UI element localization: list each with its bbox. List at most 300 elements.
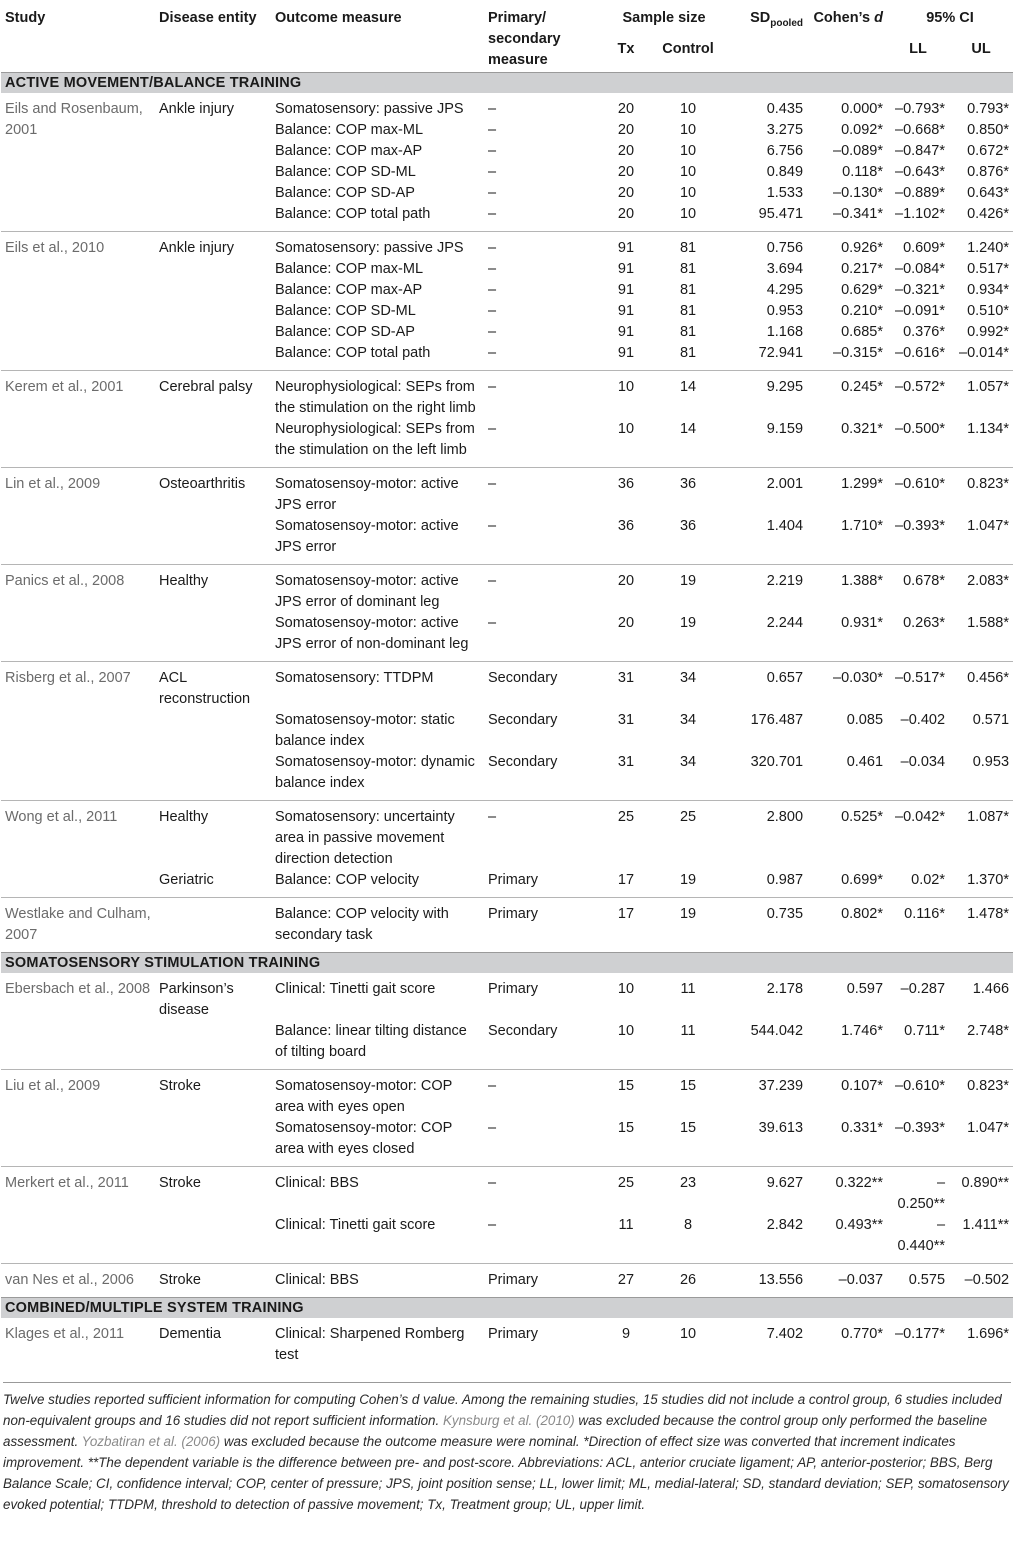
- cell-tx: 10: [617, 981, 635, 997]
- cell-tx: 91: [617, 261, 635, 277]
- cell-disease: Stroke: [155, 1167, 271, 1216]
- footnote-part-2: was excluded because the control group only performed the baseline assessment.: [3, 1413, 988, 1449]
- cell-sd-pooled: 3.275: [766, 122, 804, 138]
- cell-tx: 20: [617, 206, 635, 222]
- cell-sd-pooled: 3.694: [766, 261, 804, 277]
- cell-ul: 1.588*: [967, 615, 1010, 631]
- cell-cohens-d: 0.321*: [841, 421, 884, 437]
- cell-outcome: Somatosensoy-motor: active JPS error of non-dominant leg: [275, 615, 469, 652]
- table-row: [1, 662, 1013, 711]
- cell-tx: 31: [617, 754, 635, 770]
- cell-primary: –: [484, 1167, 602, 1216]
- cell-primary: Primary: [488, 1326, 538, 1342]
- cell-ll: –0.034: [900, 754, 946, 770]
- cell-sd-pooled: 0.849: [766, 164, 804, 180]
- cell-tx: 91: [617, 345, 635, 361]
- cell-ll: –0.440**: [897, 1217, 946, 1254]
- cell-cohens-d: 1.710*: [841, 518, 884, 534]
- cell-sd-pooled: 320.701: [750, 754, 804, 770]
- cell-tx: 20: [617, 615, 635, 631]
- cell-ul: 1.134*: [967, 421, 1010, 437]
- cell-tx: 20: [602, 565, 650, 614]
- cell-ul: 0.823*: [949, 1070, 1013, 1119]
- cell-ul: 1.370*: [967, 872, 1010, 888]
- cell-ll: –0.517*: [887, 662, 949, 711]
- cohen-label: Cohen’s: [813, 10, 875, 26]
- cell-control: 10: [679, 1326, 697, 1342]
- cell-cohens-d: 0.118*: [842, 164, 884, 180]
- cell-tx: 11: [618, 1217, 634, 1233]
- table-body: [1, 73, 1013, 1373]
- section-header-row: [1, 73, 1013, 94]
- cell-cohens-d: 0.629*: [841, 282, 884, 298]
- cell-control: 10: [679, 122, 697, 138]
- cell-outcome: Somatosensoy-motor: static balance index: [275, 712, 455, 749]
- cell-disease: Ankle injury: [159, 101, 234, 117]
- cell-tx: 91: [602, 232, 650, 260]
- cell-primary: –: [484, 801, 602, 871]
- col-disease: Disease entity: [155, 0, 271, 73]
- cell-outcome: Balance: COP SD-AP: [275, 185, 415, 201]
- cell-sd-pooled: 1.404: [766, 518, 804, 534]
- cell-tx: 17: [617, 872, 635, 888]
- cell-sd-pooled: 2.244: [766, 615, 804, 631]
- cell-ul: 0.672*: [967, 143, 1010, 159]
- cell-primary: –: [484, 232, 602, 260]
- cell-primary: –: [488, 615, 497, 631]
- cell-cohens-d: 0.931*: [841, 615, 884, 631]
- footnote-link-kynsburg[interactable]: Kynsburg et al. (2010): [442, 1413, 575, 1428]
- cell-sd-pooled: 37.239: [726, 1070, 807, 1119]
- cell-tx: 91: [617, 282, 635, 298]
- cell-outcome: Somatosensoy-motor: active JPS error: [271, 468, 484, 517]
- table-footnote: [3, 1382, 1011, 1515]
- col-control: Control: [650, 29, 726, 73]
- table-row: [1, 898, 1013, 953]
- col-ci: [887, 0, 1013, 29]
- cell-outcome: Balance: COP total path: [275, 206, 431, 222]
- cell-ll: 0.711*: [904, 1023, 946, 1039]
- cell-outcome: Balance: COP max-ML: [275, 261, 424, 277]
- cell-ul: 1.240*: [949, 232, 1013, 260]
- cell-disease: [155, 301, 271, 322]
- cell-primary: Primary: [488, 872, 538, 888]
- cell-primary: Secondary: [488, 1023, 558, 1039]
- table-row: [1, 1318, 1013, 1372]
- cell-cohens-d: 0.331*: [841, 1120, 884, 1136]
- cell-tx: 20: [617, 164, 635, 180]
- cell-ll: –0.250**: [887, 1167, 949, 1216]
- cell-study[interactable]: Wong et al., 2011: [1, 801, 155, 898]
- cell-ll: 0.116*: [887, 898, 949, 953]
- cell-primary: –: [484, 371, 602, 420]
- cell-tx: 10: [602, 371, 650, 420]
- cell-sd-pooled: 0.953: [766, 303, 804, 319]
- cell-ll: –0.084*: [895, 261, 946, 277]
- cell-tx: 20: [617, 122, 635, 138]
- cell-ll: –0.321*: [895, 282, 946, 298]
- cell-tx: 91: [617, 324, 635, 340]
- cell-control: 8: [683, 1217, 693, 1233]
- cell-cohens-d: 0.210*: [841, 303, 884, 319]
- cell-outcome: Somatosensoy-motor: active JPS error of dominant leg: [271, 565, 484, 614]
- cell-primary: –: [488, 206, 497, 222]
- cell-disease: [155, 1118, 271, 1167]
- cell-primary: –: [488, 421, 497, 437]
- cell-sd-pooled: 0.435: [766, 101, 804, 117]
- cell-cohens-d: 0.092*: [841, 122, 884, 138]
- cell-cohens-d: 1.388*: [807, 565, 887, 614]
- section-header-row: [1, 1298, 1013, 1319]
- cell-study[interactable]: Risberg et al., 2007: [1, 662, 155, 801]
- cell-cohens-d: 0.770*: [841, 1326, 884, 1342]
- cell-sd-pooled: 7.402: [766, 1326, 804, 1342]
- cell-cohens-d: 0.245*: [807, 371, 887, 420]
- cell-control: 15: [679, 1120, 697, 1136]
- cell-primary: –: [488, 1217, 497, 1233]
- cell-disease: [155, 898, 271, 953]
- cell-control: 19: [650, 565, 726, 614]
- cell-cohens-d: 0.322**: [807, 1167, 887, 1216]
- cell-sd-pooled: 0.735: [726, 898, 807, 953]
- cell-cohens-d: –0.341*: [833, 206, 884, 222]
- cell-primary: –: [488, 324, 497, 340]
- cell-outcome: Clinical: Tinetti gait score: [275, 981, 436, 997]
- table-row: [1, 565, 1013, 614]
- cell-study[interactable]: Liu et al., 2009: [1, 1070, 155, 1167]
- cell-outcome: Clinical: BBS: [271, 1264, 484, 1298]
- cell-control: 10: [679, 143, 697, 159]
- cell-ll: –0.393*: [895, 518, 946, 534]
- table-row: [1, 93, 1013, 120]
- cell-primary: Primary: [484, 898, 602, 953]
- cell-ll: –1.102*: [895, 206, 946, 222]
- cell-control: 10: [679, 206, 697, 222]
- cell-ll: –0.042*: [887, 801, 949, 871]
- cell-ul: 0.571: [972, 712, 1010, 728]
- cell-ul: 0.793*: [967, 101, 1010, 117]
- cell-ul: –0.502: [949, 1264, 1013, 1298]
- cell-sd-pooled: 0.987: [766, 872, 804, 888]
- cell-ul: 1.696*: [967, 1326, 1010, 1342]
- cell-ul: 1.087*: [949, 801, 1013, 871]
- cell-ll: –0.793*: [895, 101, 946, 117]
- cell-tx: 20: [617, 143, 635, 159]
- cell-ul: 0.934*: [967, 282, 1010, 298]
- cell-outcome: Balance: COP SD-ML: [275, 164, 416, 180]
- cell-disease: [155, 204, 271, 232]
- footnote-link-yozbatiran[interactable]: Yozbatiran et al. (2006): [81, 1434, 221, 1449]
- cell-disease: ACL reconstruction: [155, 662, 271, 711]
- cell-tx: 15: [617, 1120, 635, 1136]
- cell-outcome: Somatosensoy-motor: COP area with eyes open: [271, 1070, 484, 1119]
- col-ll: LL: [887, 29, 949, 73]
- cell-control: 81: [679, 282, 697, 298]
- cell-control: 81: [679, 261, 697, 277]
- cell-disease: [155, 1021, 271, 1070]
- cell-ul: 0.426*: [967, 206, 1010, 222]
- table-row: [1, 973, 1013, 1021]
- cell-outcome: Somatosensoy-motor: COP area with eyes closed: [275, 1120, 453, 1157]
- cell-disease: [155, 710, 271, 752]
- cell-control: 26: [650, 1264, 726, 1298]
- cell-ll: 0.609*: [887, 232, 949, 260]
- cell-control: 34: [650, 662, 726, 711]
- cell-study[interactable]: Westlake and Culham, 2007: [1, 898, 155, 953]
- cell-disease: [155, 419, 271, 468]
- sample-size-label: Sample size: [622, 10, 706, 26]
- cell-tx: 36: [602, 468, 650, 517]
- cell-ul: 1.411**: [962, 1217, 1010, 1233]
- table-row: [1, 468, 1013, 517]
- cell-study[interactable]: Eils and Rosenbaum, 2001: [5, 101, 143, 138]
- cell-study[interactable]: Merkert et al., 2011: [1, 1167, 155, 1264]
- section-title: ACTIVE MOVEMENT/BALANCE TRAINING: [1, 73, 1013, 94]
- cell-outcome: Balance: COP total path: [275, 345, 431, 361]
- cell-sd-pooled: 2.001: [726, 468, 807, 517]
- cell-ll: –0.668*: [895, 122, 946, 138]
- cell-control: 23: [650, 1167, 726, 1216]
- cell-sd-pooled: 72.941: [758, 345, 804, 361]
- cell-outcome: Somatosensory: uncertainty area in passive movement direction detection: [271, 801, 484, 871]
- cell-outcome: Balance: COP velocity with secondary task: [271, 898, 484, 953]
- col-study: Study: [1, 0, 155, 73]
- cohen-d-label: d: [874, 10, 884, 26]
- cell-cohens-d: 0.802*: [807, 898, 887, 953]
- cell-outcome: Somatosensory: TTDPM: [271, 662, 484, 711]
- cell-primary: –: [488, 282, 497, 298]
- cell-disease: Parkinson’s disease: [159, 981, 234, 1018]
- cell-ll: 0.263*: [903, 615, 946, 631]
- cell-disease: Ankle injury: [155, 232, 271, 260]
- cell-outcome: Somatosensory: passive JPS: [271, 232, 484, 260]
- cell-sd-pooled: 4.295: [766, 282, 804, 298]
- cell-cohens-d: 0.107*: [807, 1070, 887, 1119]
- cell-sd-pooled: 0.657: [726, 662, 807, 711]
- cell-cohens-d: 1.299*: [807, 468, 887, 517]
- cell-ul: 1.047*: [967, 1120, 1010, 1136]
- results-table: [1, 0, 1013, 1372]
- table-header: [1, 0, 1013, 73]
- cell-control: 81: [679, 324, 697, 340]
- cell-cohens-d: 0.926*: [807, 232, 887, 260]
- cell-tx: 36: [617, 518, 635, 534]
- cell-sd-pooled: 9.295: [726, 371, 807, 420]
- cell-ll: 0.376*: [903, 324, 946, 340]
- cell-ul: 0.823*: [949, 468, 1013, 517]
- cell-disease: Stroke: [155, 1264, 271, 1298]
- cell-outcome: Balance: COP SD-ML: [275, 303, 416, 319]
- cell-disease: [155, 613, 271, 662]
- cell-control: 11: [680, 1023, 696, 1039]
- cell-tx: 15: [602, 1070, 650, 1119]
- cell-ll: 0.02*: [911, 872, 946, 888]
- cell-ll: –0.393*: [895, 1120, 946, 1136]
- cell-sd-pooled: 6.756: [766, 143, 804, 159]
- cell-ul: 0.517*: [967, 261, 1010, 277]
- cell-ll: –0.500*: [895, 421, 946, 437]
- cell-ul: 2.748*: [967, 1023, 1010, 1039]
- section-header-row: [1, 953, 1013, 974]
- cell-cohens-d: –0.315*: [833, 345, 884, 361]
- cell-cohens-d: 0.217*: [841, 261, 884, 277]
- cell-ll: –0.610*: [887, 1070, 949, 1119]
- cell-cohens-d: 0.461: [846, 754, 884, 770]
- cell-cohens-d: 1.746*: [841, 1023, 884, 1039]
- ci-label: 95% CI: [926, 10, 974, 26]
- cell-ul: 0.850*: [967, 122, 1010, 138]
- cell-primary: –: [488, 345, 497, 361]
- cell-outcome: Balance: COP max-ML: [275, 122, 424, 138]
- cell-outcome: Clinical: Tinetti gait score: [275, 1217, 436, 1233]
- cell-primary: –: [488, 261, 497, 277]
- cell-disease: [155, 120, 271, 141]
- col-sample-size: [602, 0, 726, 29]
- cell-ul: –0.014*: [959, 345, 1010, 361]
- footnote-part-1: Twelve studies reported sufficient information for computing Cohen’s d value. Among the remaining studies, 15 studies did not include a control group, 6 studies included non-equivalent groups and 16 studies did not report sufficient information.: [3, 1392, 1002, 1428]
- section-title: COMBINED/MULTIPLE SYSTEM TRAINING: [1, 1298, 1013, 1319]
- cell-tx: 10: [617, 1023, 635, 1039]
- cell-primary: –: [484, 1070, 602, 1119]
- cell-sd-pooled: 176.487: [750, 712, 804, 728]
- table-row: [1, 1264, 1013, 1298]
- cell-disease: [155, 1215, 271, 1264]
- cell-sd-pooled: 1.168: [766, 324, 804, 340]
- cell-primary: –: [488, 518, 497, 534]
- cell-cohens-d: –0.130*: [833, 185, 884, 201]
- cell-control: 36: [679, 518, 697, 534]
- cell-control: 34: [679, 712, 697, 728]
- cell-primary: –: [488, 101, 497, 117]
- cell-study[interactable]: Eils et al., 2010: [1, 232, 155, 371]
- cell-sd-pooled: 544.042: [750, 1023, 804, 1039]
- cell-tx: 10: [617, 421, 635, 437]
- cell-ll: –0.616*: [895, 345, 946, 361]
- table-row: [1, 1167, 1013, 1216]
- cell-disease: [155, 516, 271, 565]
- cell-ll: –0.889*: [895, 185, 946, 201]
- cell-control: 19: [650, 898, 726, 953]
- table-row: [1, 232, 1013, 260]
- table-row: [1, 371, 1013, 420]
- cell-sd-pooled: 9.627: [726, 1167, 807, 1216]
- cell-disease: [155, 259, 271, 280]
- cell-cohens-d: –0.089*: [833, 143, 884, 159]
- cell-outcome: Clinical: BBS: [271, 1167, 484, 1216]
- cell-primary: Secondary: [484, 662, 602, 711]
- cell-disease: Stroke: [155, 1070, 271, 1119]
- cell-ll: –0.610*: [887, 468, 949, 517]
- cell-primary: –: [488, 122, 497, 138]
- cell-study[interactable]: Kerem et al., 2001: [1, 371, 155, 468]
- footnote-part-3: was excluded because the outcome measure were nominal. *Direction of effect size was converted that increment indicates improvement. **The dependent variable is the difference between pre- and post-score. Abbreviations: ACL, anterior cruciate ligament; AP, anterior-posterior; BBS, Berg Balance Scale; CI, confidence interval; COP, center of pressure; JPS, joint position sense; LL, lower limit; ML, medial-lateral; SD, standard deviation; SEP, somatosensory evoked potential; TTDPM, threshold to detection of passive movement; Tx, Treatment group; UL, upper limit.: [3, 1434, 1009, 1512]
- cell-outcome: Balance: COP max-AP: [275, 143, 423, 159]
- cell-disease: [155, 141, 271, 162]
- cell-cohens-d: 0.597: [846, 981, 884, 997]
- cell-study[interactable]: van Nes et al., 2006: [1, 1264, 155, 1298]
- cell-sd-pooled: 2.178: [766, 981, 804, 997]
- cell-ul: 0.456*: [949, 662, 1013, 711]
- cell-disease: [155, 343, 271, 371]
- cell-sd-pooled: 9.159: [766, 421, 804, 437]
- cell-ll: –0.287: [900, 981, 946, 997]
- cell-tx: 20: [617, 185, 635, 201]
- cell-primary: –: [484, 468, 602, 517]
- cell-primary: –: [488, 1120, 497, 1136]
- col-ul: UL: [949, 29, 1013, 73]
- cell-sd-pooled: 2.219: [726, 565, 807, 614]
- cell-control: 81: [679, 303, 697, 319]
- cell-ll: –0.402: [900, 712, 946, 728]
- cell-control: 36: [650, 468, 726, 517]
- cell-ul: 0.510*: [967, 303, 1010, 319]
- cell-ul: 1.478*: [949, 898, 1013, 953]
- cell-tx: 17: [602, 898, 650, 953]
- cell-study[interactable]: Klages et al., 2011: [5, 1326, 125, 1342]
- cell-ll: –0.572*: [887, 371, 949, 420]
- table-row: [1, 1070, 1013, 1119]
- cell-cohens-d: 0.685*: [841, 324, 884, 340]
- cell-control: 81: [679, 345, 697, 361]
- cell-primary: Secondary: [488, 754, 558, 770]
- cell-study[interactable]: Lin et al., 2009: [1, 468, 155, 565]
- cell-disease: Healthy: [155, 801, 271, 871]
- cell-sd-pooled: 2.800: [726, 801, 807, 871]
- cell-control: 81: [650, 232, 726, 260]
- cell-ul: 1.466: [972, 981, 1010, 997]
- cell-ll: –0.091*: [895, 303, 946, 319]
- cell-outcome: Somatosensoy-motor: active JPS error: [275, 518, 459, 555]
- cell-outcome: Balance: COP max-AP: [275, 282, 423, 298]
- col-cohens-d: [807, 0, 887, 73]
- cell-control: 10: [679, 185, 697, 201]
- cell-tx: 91: [617, 303, 635, 319]
- cell-primary: –: [488, 185, 497, 201]
- cell-study[interactable]: Ebersbach et al., 2008: [5, 981, 151, 997]
- cell-disease: Geriatric: [159, 872, 214, 888]
- cell-ll: –0.643*: [895, 164, 946, 180]
- cell-ul: 0.643*: [967, 185, 1010, 201]
- cell-control: 25: [650, 801, 726, 871]
- cell-sd-pooled: 95.471: [758, 206, 804, 222]
- cell-ul: 0.890**: [949, 1167, 1013, 1216]
- cell-primary: –: [488, 143, 497, 159]
- cell-primary: –: [488, 303, 497, 319]
- cell-sd-pooled: 13.556: [726, 1264, 807, 1298]
- cell-ll: 0.575: [887, 1264, 949, 1298]
- cell-disease: [155, 752, 271, 801]
- cell-tx: 31: [617, 712, 635, 728]
- cell-control: 34: [679, 754, 697, 770]
- cell-outcome: Balance: COP SD-AP: [275, 324, 415, 340]
- cell-ul: 1.047*: [967, 518, 1010, 534]
- cell-outcome: Balance: COP velocity: [275, 872, 419, 888]
- cell-control: 19: [679, 615, 697, 631]
- cell-disease: Osteoarthritis: [155, 468, 271, 517]
- sd-sub-label: pooled: [770, 17, 804, 29]
- cell-tx: 27: [602, 1264, 650, 1298]
- cell-control: 10: [679, 164, 697, 180]
- cell-control: 14: [650, 371, 726, 420]
- cell-study[interactable]: Panics et al., 2008: [1, 565, 155, 662]
- cell-tx: 20: [617, 101, 635, 117]
- cell-sd-pooled: 1.533: [766, 185, 804, 201]
- cell-outcome: Clinical: Sharpened Romberg test: [275, 1326, 465, 1363]
- cell-ul: 0.953: [972, 754, 1010, 770]
- cell-primary: –: [484, 565, 602, 614]
- table-row: [1, 801, 1013, 871]
- cell-outcome: Balance: linear tilting distance of tilting board: [275, 1023, 467, 1060]
